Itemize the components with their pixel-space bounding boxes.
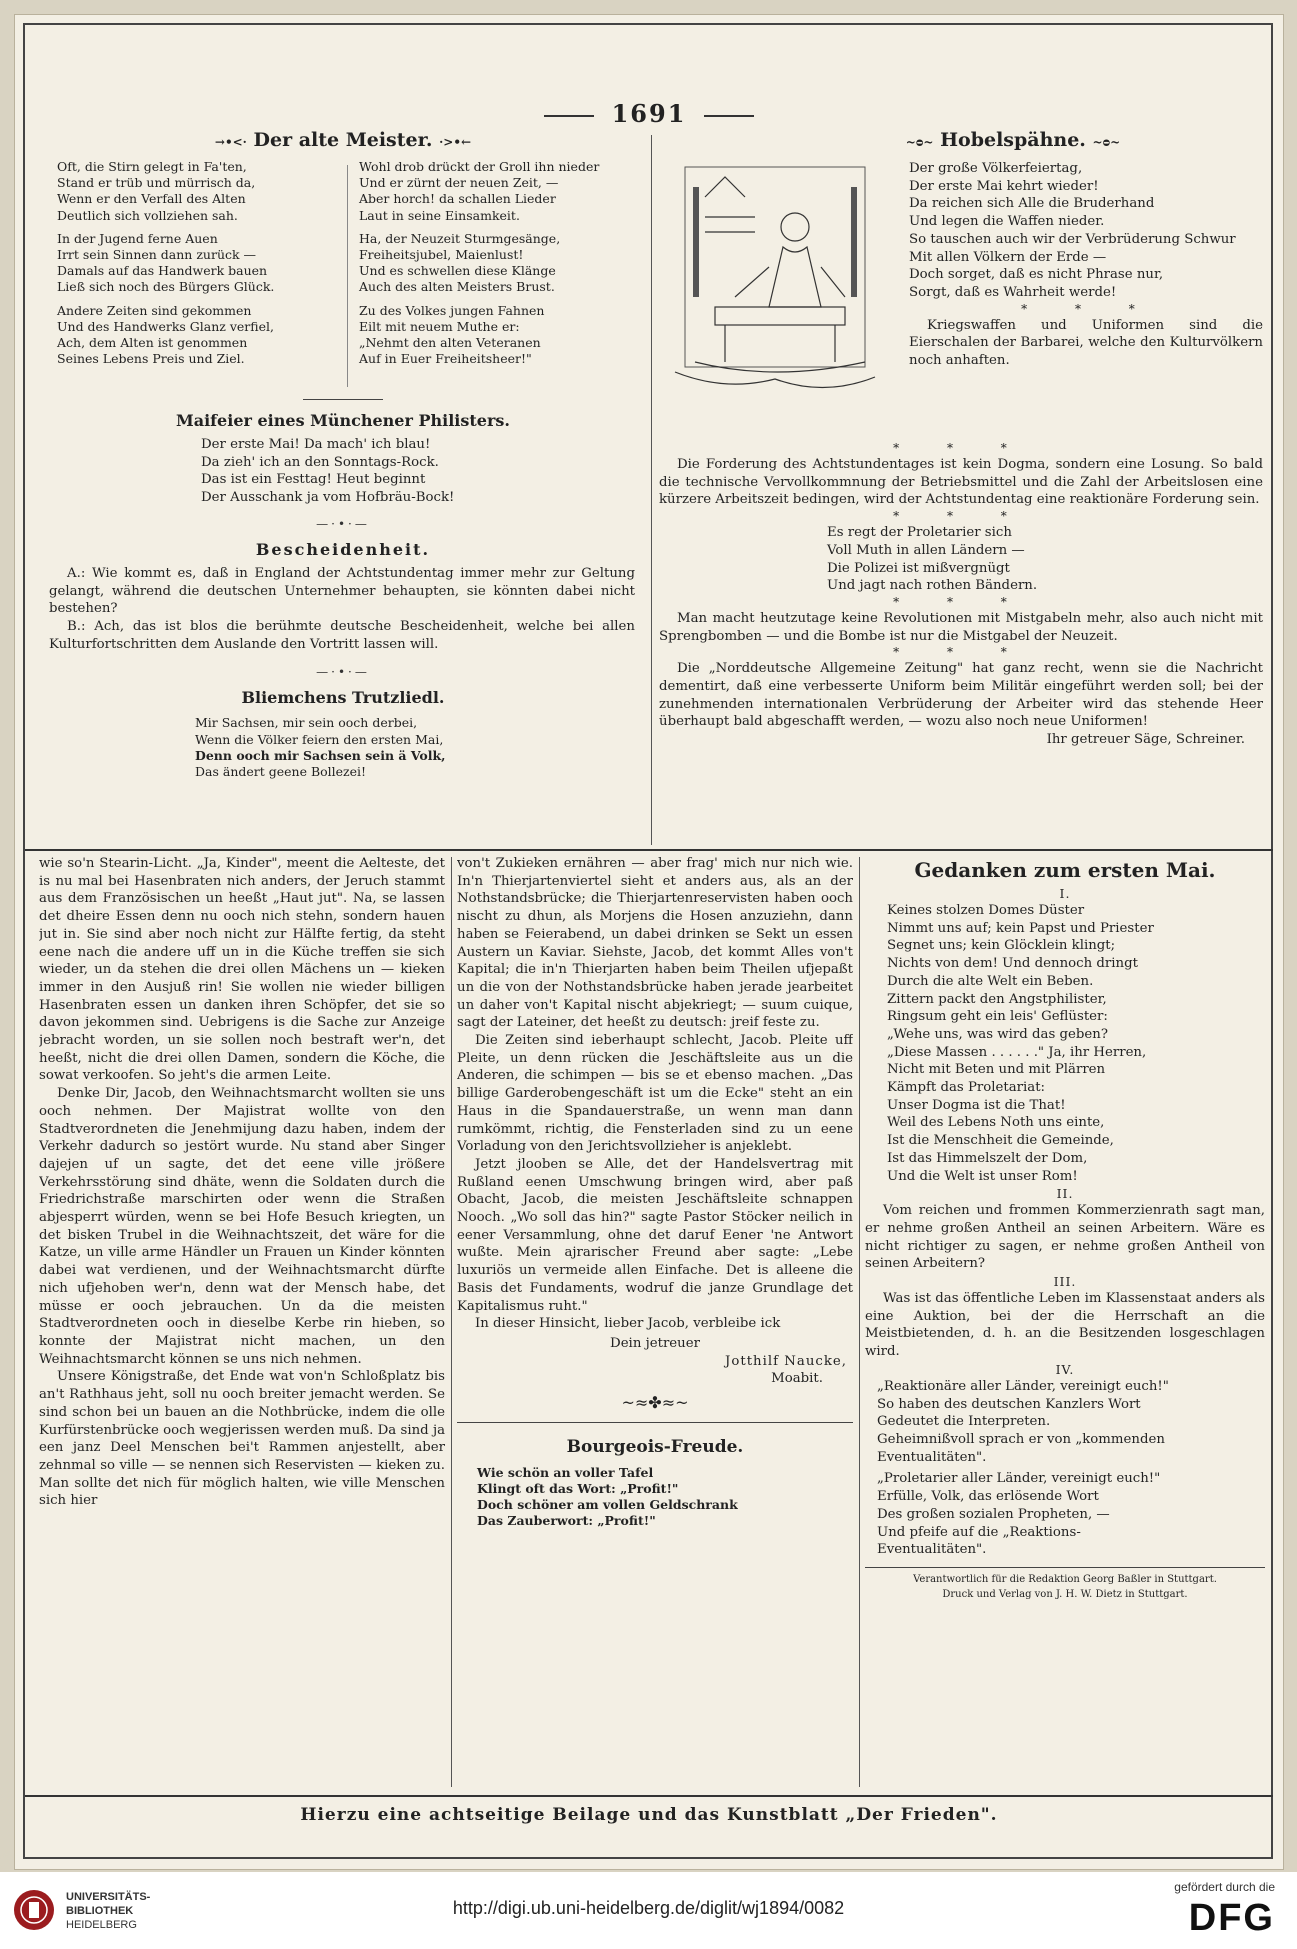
verse-line: Auf in Euer Freiheitsheer!" xyxy=(359,351,532,367)
verse-line: Wenn die Völker feiern den ersten Mai, xyxy=(195,731,444,747)
gedanken-title: Gedanken zum ersten Mai. xyxy=(914,858,1216,882)
bourgeois-poem xyxy=(477,1465,853,1530)
letter-column-1 xyxy=(39,855,445,1785)
stanza-block xyxy=(359,303,645,368)
stanza-block xyxy=(359,159,645,224)
verse-line: Damals auf das Handwerk bauen xyxy=(57,263,268,279)
stanza-block xyxy=(57,159,337,224)
verse-line: Zittern packt den Angstphilister, xyxy=(887,991,1107,1007)
verse-line: Unser Dogma ist die That! xyxy=(887,1097,1066,1113)
letter-paragraph: Unsere Königstraße, det Ende wat von'n Schloßplatz bis an't Rathhaus jeht, soll nu ooch breiter jemacht werden. Se sind schon bei un bauen an die Nothbrücke, indem die olle Kurfürstenbrücke ooch wegjerissen werden muß. Da sind ja een janz Deel Menschen bei't Rammen anjestellt, aber zehnmal so ville — se nennen sich Reservisten — kieken zu. Man sollte det nich für möglich halten, wie ville Menschen sich hier xyxy=(39,1369,445,1509)
verse-line: Ließ sich noch des Bürgers Glück. xyxy=(57,279,275,295)
permalink[interactable]: http://digi.ub.uni-heidelberg.de/diglit/wj1894/0082 xyxy=(452,1898,845,1918)
ornament-left: →•<· xyxy=(214,135,247,149)
verse-line: Aber horch! da schallen Lieder xyxy=(359,191,556,207)
verse-line: Denn ooch mir Sachsen sein ä Volk, xyxy=(195,747,446,763)
verse-line: Erfülle, Volk, das erlösende Wort xyxy=(877,1489,1099,1505)
section-rule xyxy=(25,849,1273,851)
verse-line: Eventualitäten". xyxy=(877,1542,987,1558)
verse-line: „Wehe uns, was wird das geben? xyxy=(887,1026,1108,1042)
bourgeois-title: Bourgeois-Freude. xyxy=(566,1436,744,1457)
verse-line: Da zieh' ich an den Sonntags-Rock. xyxy=(201,454,439,470)
meister-right-stanzas xyxy=(359,159,645,367)
verse-line: Es regt der Proletarier sich xyxy=(827,525,1012,541)
funding-note: gefördert durch die xyxy=(1174,1880,1275,1894)
letter-closing: Dein jetreuer xyxy=(610,1335,700,1351)
meister-poem xyxy=(39,159,647,393)
verse-line: Geheimnißvoll sprach er von „kommenden xyxy=(877,1431,1165,1447)
hobel-title xyxy=(657,127,1269,155)
gedanken-paragraph: Vom reichen und frommen Kommerzienrath sagt man, er nehme großen Antheil an seinen Arbeitern. Wäre es nicht richtiger zu sagen, er nehme großen Antheil von seinen Arbeitern? xyxy=(865,1203,1265,1272)
verse-line: „Proletarier aller Länder, vereinigt euch!" xyxy=(877,1471,1161,1487)
bliemchen-poem xyxy=(195,715,647,780)
column-rule xyxy=(451,857,452,1787)
letter-paragraph: Jetzt jlooben se Alle, det der Handelsvertrag mit Rußland eenen Umschwung bringen wird, aber paß Obacht, Jacob, die meisten Jeschäftsleite schnappen Nooch. „Wo soll das hin?" sagte Pastor Stöcker neilich in eener Versammlung, ohne det daruf Eener 'ne Antwort wußte. Mein ajrarischer Freund aber sagte: „Lebe luxuriös un vermeide allen Einfache. Det is alleene die Basis det Fundaments, wodruf die janze Grundlage det Kapitalismus ruht." xyxy=(457,1156,853,1314)
verse-line: Kämpft das Proletariat: xyxy=(887,1080,1046,1096)
ornament-right: ·>•← xyxy=(439,135,472,149)
imprint-editor: Verantwortlich für die Redaktion Georg Baßler in Stuttgart. xyxy=(913,1573,1217,1585)
verse-line: Stand er trüb und mürrisch da, xyxy=(57,175,256,191)
verse-line: Weil des Lebens Noth uns einte, xyxy=(887,1115,1105,1131)
flourish-ornament: ~≈✤≈~ xyxy=(621,1393,689,1413)
gedanken-column xyxy=(865,855,1265,1785)
verse-line: „Nehmt den alten Veteranen xyxy=(359,335,541,351)
carpenter-illustration xyxy=(665,157,887,401)
verse-line: Doch schöner am vollen Geldschrank xyxy=(477,1497,738,1513)
verse-line: „Diese Massen . . . . . ." Ja, ihr Herren, xyxy=(887,1044,1147,1060)
verse-line: Eilt mit neuem Muthe er: xyxy=(359,318,520,334)
hobel-verse2 xyxy=(827,524,1263,595)
column-rule-top xyxy=(651,135,652,845)
stanza-block xyxy=(359,231,645,296)
verse-line: Doch sorget, daß es nicht Phrase nur, xyxy=(909,267,1164,283)
hobel-paragraph: Man macht heutzutage keine Revolutionen mit Mistgabeln mehr, also auch nicht mit Sprengbomben — und die Bombe ist nur die Mistgabel der Neuzeit. xyxy=(659,610,1263,644)
page-number: 1691 xyxy=(15,99,1283,128)
library-line: UNIVERSITÄTS- xyxy=(66,1891,151,1903)
hobel-body xyxy=(659,443,1263,749)
imprint-publisher: Druck und Verlag von J. H. W. Dietz in Stuttgart. xyxy=(942,1588,1188,1600)
bottom-rule xyxy=(25,1795,1273,1797)
letter-paragraph: Denke Dir, Jacob, den Weihnachtsmarcht wollten sie uns ooch nehmen. Der Majistrat wollte von den Stadtverordneten die Jenehmijung dazu haben, indem der Verkehr dadurch so jestört wurde. Nu stand aber Singer dajejen uf un sagte, det det eene ville jrößere Verkehrsstörung sind dhäte, wenn die Soldaten durch die Friedrichstraße marschirten oder wenn die Straßen abjesperrt würden, wenn se bei Hofe Besuch kriegten, un det bisken Trubel in die Weihnachtszeit, det wäre for die Katze, un ville arme Händler un Frauen un Kinder könnten dabei wat verdienen, und der Weihnachtsmarcht dürfte nich ufjehoben wer'n, denn wat der Mensch habe, det müsse er ooch jebrauchen. Un da die meisten Stadtverordneten ooch in dieselbe Kerbe rin hieben, so konnte der Majistrat nicht machen, un den Weihnachtsmarcht können se uns nich nehmen. xyxy=(39,1086,445,1367)
verse-line: Der erste Mai! Da mach' ich blau! xyxy=(201,437,431,452)
letter-paragraph: In dieser Hinsicht, lieber Jacob, verbleibe ick xyxy=(475,1316,781,1332)
letter-column-2 xyxy=(457,855,853,1785)
section-rule-short xyxy=(457,1422,853,1423)
stanza-block xyxy=(57,303,337,368)
meister-left-stanzas xyxy=(57,159,337,367)
verse-line: Laut in seine Einsamkeit. xyxy=(359,207,520,223)
verse-line: Des großen sozialen Propheten, — xyxy=(877,1506,1110,1522)
asterisk-separator: * * * xyxy=(1021,301,1157,316)
verse-line: So tauschen auch wir der Verbrüderung Schwur xyxy=(909,231,1236,247)
verse-line: In der Jugend ferne Auen xyxy=(57,230,218,246)
verse-line: Oft, die Stirn gelegt in Fa'ten, xyxy=(57,159,247,174)
verse-line: Und des Handwerks Glanz verfiel, xyxy=(57,318,274,334)
verse-line: Nichts von dem! Und dennoch dringt xyxy=(887,956,1138,972)
dialogue-paragraph: A.: Wie kommt es, daß in England der Achtstundentag immer mehr zur Geltung gelangt, während die deutschen Unternehmer behaupten, sie könnten dabei nicht bestehen? xyxy=(49,565,635,617)
verse-line: Voll Muth in allen Ländern — xyxy=(827,542,1025,558)
dfg-logo: DFG xyxy=(1188,1897,1275,1939)
verse-line: Und er zürnt der neuen Zeit, — xyxy=(359,175,559,191)
verse-line: Der erste Mai kehrt wieder! xyxy=(909,178,1099,194)
verse-line: Mit allen Völkern der Erde — xyxy=(909,249,1107,265)
verse-line: „Reaktionäre aller Länder, vereinigt euch!" xyxy=(877,1378,1169,1394)
verse-line: Wenn er den Verfall des Alten xyxy=(57,191,246,207)
verse-line: Da reichen sich Alle die Bruderhand xyxy=(909,196,1155,212)
verse-line: Keines stolzen Domes Düster xyxy=(887,903,1085,918)
verse-line: Deutlich sich vollziehen sah. xyxy=(57,207,238,223)
verse-line: Gedeutet die Interpreten. xyxy=(877,1414,1051,1430)
ornament-divider: —·•·— xyxy=(316,665,370,680)
asterisk-separator: * * * xyxy=(893,594,1029,609)
asterisk-separator: * * * xyxy=(893,509,1029,524)
top-left-column xyxy=(39,127,647,827)
verse-line: Das Zauberwort: „Profit!" xyxy=(477,1513,656,1529)
section-numeral: I. xyxy=(1059,886,1071,901)
verse-line: Zu des Volkes jungen Fahnen xyxy=(359,302,545,318)
letter-signature-name: Jotthilf Naucke, xyxy=(725,1353,847,1369)
letter-paragraph: Die Zeiten sind ieberhaupt schlecht, Jacob. Pleite uff Pleite, un denn rücken die Jeschäftsleite aus un die Anderen, die schimpen — bis se et ebenso machen. „Das billige Garderobengeschäft ist um die Ecke" steht an ein Haus in die Spandauerstraße, un wenn man dann rumkömmt, richtig, die Fensterladen sind zu un eene Vorladung von den Jerichtsvollzieher is anjeklebt. xyxy=(457,1033,853,1155)
maifeier-title: Maifeier eines Münchener Philisters. xyxy=(176,411,510,430)
verse-line: Und jagt nach rothen Bändern. xyxy=(827,578,1038,594)
verse-line: Nimmt uns auf; kein Papst und Priester xyxy=(887,920,1154,936)
verse-line: Ach, dem Alten ist genommen xyxy=(57,335,248,351)
divider xyxy=(303,399,383,400)
meister-title xyxy=(39,127,647,155)
hobel-title-text: Hobelspähne. xyxy=(940,129,1086,151)
verse-line: Und es schwellen diese Klänge xyxy=(359,263,556,279)
gedanken-verse1 xyxy=(865,902,1265,1185)
top-right-column xyxy=(657,127,1269,847)
hobel-paragraph: Kriegswaffen und Uniformen sind die Eierschalen der Barbarei, welche den Kulturvölkern noch anhaften. xyxy=(909,317,1263,369)
verse-line: Wie schön an voller Tafel xyxy=(477,1464,654,1480)
library-line: BIBLIOTHEK xyxy=(66,1905,134,1917)
verse-line: Die Polizei ist mißvergnügt xyxy=(827,560,1010,576)
hobel-paragraph: Die Forderung des Achtstundentages ist kein Dogma, sondern eine Losung. So bald die technische Vervollkommnung der Betriebsmittel und die Zahl der Arbeitslosen eine kürzere Arbeitszeit bedingen, wird der Achtstundentag eine reaktionäre Forderung sein. xyxy=(659,457,1263,508)
digitization-footer xyxy=(0,1872,1297,1949)
letter-paragraph: von't Zukieken ernähren — aber frag' mich nur nich wie. In'n Thierjartenviertel sieht et anders aus, als an der Nothstandsbrücke; die Thierjartenreservisten haben ooch nischt zu dhun, als Morjens die Hosen anzuziehn, dann haben se Feierabend, un dabei drinken se Sekt un essen Austern un Kaviar. Siehste, Jacob, det kommt Alles von't Kapital; die in'n Thierjarten haben beim Theilen ufjepaßt un die von der Nothstandsbrücke haben jerade jearbeitet un daher von't Kapital nischt abjekriegt; — suum cuique, sagt der Lateiner, det heeßt zu deutsch: jreif feste zu. xyxy=(457,856,853,1031)
verse-line: Der Ausschank ja vom Hofbräu-Bock! xyxy=(201,490,455,506)
verse-line: Freiheitsjubel, Maienlust! xyxy=(359,247,524,263)
imprint-rule xyxy=(865,1567,1265,1568)
verse-line: Seines Lebens Preis und Ziel. xyxy=(57,351,245,367)
verse-line: Andere Zeiten sind gekommen xyxy=(57,302,252,318)
verse-line: Klingt oft das Wort: „Profit!" xyxy=(477,1481,679,1496)
verse-line: Nicht mit Beten und mit Plärren xyxy=(887,1062,1106,1078)
verse-line: Auch des alten Meisters Brust. xyxy=(359,279,555,295)
verse-line: Und pfeife auf die „Reaktions- xyxy=(877,1524,1081,1540)
hobel-paragraph: Die „Norddeutsche Allgemeine Zeitung" hat ganz recht, wenn sie die Nachricht dementirt, daß eine verbesserte Uniform beim Militär eingeführt werden soll; bei der zunehmenden internationalen Verbrüderung der Arbeiter wird das stehende Heer überhaupt bald abgeschafft werden, — wozu also noch neue Uniformen! xyxy=(659,661,1263,730)
section-numeral: III. xyxy=(1053,1274,1077,1290)
imprint xyxy=(865,1572,1265,1602)
verse-line: So haben des deutschen Kanzlers Wort xyxy=(877,1396,1141,1412)
poem-divider xyxy=(347,165,348,387)
newspaper-page xyxy=(14,14,1284,1870)
hobel-signature: Ihr getreuer Säge, Schreiner. xyxy=(1046,732,1245,748)
hobel-verse1 xyxy=(909,160,1269,370)
section-numeral: II. xyxy=(1056,1186,1074,1202)
verse-line: Sorgt, daß es Wahrheit werde! xyxy=(909,284,1117,300)
verse-line: Wohl drob drückt der Groll ihn nieder xyxy=(359,159,600,174)
verse-line: Durch die alte Welt ein Beben. xyxy=(887,973,1094,989)
stanza-block xyxy=(57,231,337,296)
verse-line: Und die Welt ist unser Rom! xyxy=(887,1168,1078,1184)
ornament-left: ~ᴑ~ xyxy=(905,135,934,149)
bescheidenheit-title: Bescheidenheit. xyxy=(255,539,431,559)
verse-line: Segnet uns; kein Glöcklein klingt; xyxy=(887,938,1116,954)
meister-title-text: Der alte Meister. xyxy=(253,129,433,151)
asterisk-separator: * * * xyxy=(893,645,1029,660)
verse-line: Ist die Menschheit die Gemeinde, xyxy=(887,1133,1114,1149)
letter-paragraph: wie so'n Stearin-Licht. „Ja, Kinder", meent die Aelteste, det is nu mal bei Hasenbraten nich anders, der Jeruch stammt aus dem Französischen un heeßt „Haut jut". Na, se lassen det dheire Essen denn nu ooch nich stehn, sondern hauen jut in. Sie sind aber noch nicht zur Hälfte fertig, da steht eene nach die andere uff un in die Küche treffen sie sich wieder, un da stehen die drei ollen Mächens un — kieken immer in den Ausjuß rin! Sie wollen nie wieder billigen Hasenbraten essen un danken ihren Schöpfer, det sie so davon jekommen sind. Uebrigens is die Sache zur Anzeige jebracht worden, un sie sollen noch bestraft wer'n, det heeßt, nicht die drei ollen Damen, sondern die Köche, die sowat verkoofen. So jeht's die armen Leite. xyxy=(39,856,445,1084)
verse-line: Ha, der Neuzeit Sturmgesänge, xyxy=(359,230,561,246)
verse-line: Ist das Himmelszelt der Dom, xyxy=(887,1150,1088,1166)
library-line: HEIDELBERG xyxy=(66,1919,137,1931)
ornament-divider: —·•·— xyxy=(316,516,370,531)
letter-signature-place: Moabit. xyxy=(771,1371,823,1387)
bescheidenheit-text xyxy=(39,565,647,654)
asterisk-separator: * * * xyxy=(893,441,1029,455)
ornament-right: ~ᴑ~ xyxy=(1092,135,1121,149)
gedanken-verse4 xyxy=(865,1378,1265,1559)
bliemchen-title: Bliemchens Trutzliedl. xyxy=(241,688,445,708)
dialogue-paragraph: B.: Ach, das ist blos die berühmte deutsche Bescheidenheit, welche bei allen Kulturfortschritten dem Auslande den Vortritt lassen will. xyxy=(49,618,635,652)
verse-line: Das ist ein Festtag! Heut beginnt xyxy=(201,472,426,488)
verse-line: Mir Sachsen, mir sein ooch derbei, xyxy=(195,715,418,731)
bottom-notice: Hierzu eine achtseitige Beilage und das Kunstblatt „Der Frieden". xyxy=(300,1805,998,1825)
verse-line: Und legen die Waffen nieder. xyxy=(909,214,1105,230)
section-numeral: IV. xyxy=(1055,1361,1075,1377)
gedanken-paragraph: Was ist das öffentliche Leben im Klassenstaat anders als eine Auktion, bei der die Herrschaft an die Meistbietenden, d. h. an die Besitzenden losgeschlagen wird. xyxy=(865,1291,1265,1360)
verse-line: Ringsum geht ein leis' Geflüster: xyxy=(887,1009,1108,1025)
verse-line: Eventualitäten". xyxy=(877,1449,987,1465)
verse-line: Der große Völkerfeiertag, xyxy=(909,161,1083,176)
column-rule xyxy=(859,857,860,1787)
verse-line: Irrt sein Sinnen dann zurück — xyxy=(57,247,257,263)
verse-line: Das ändert geene Bollezei! xyxy=(195,763,367,779)
maifeier-poem xyxy=(201,436,647,507)
